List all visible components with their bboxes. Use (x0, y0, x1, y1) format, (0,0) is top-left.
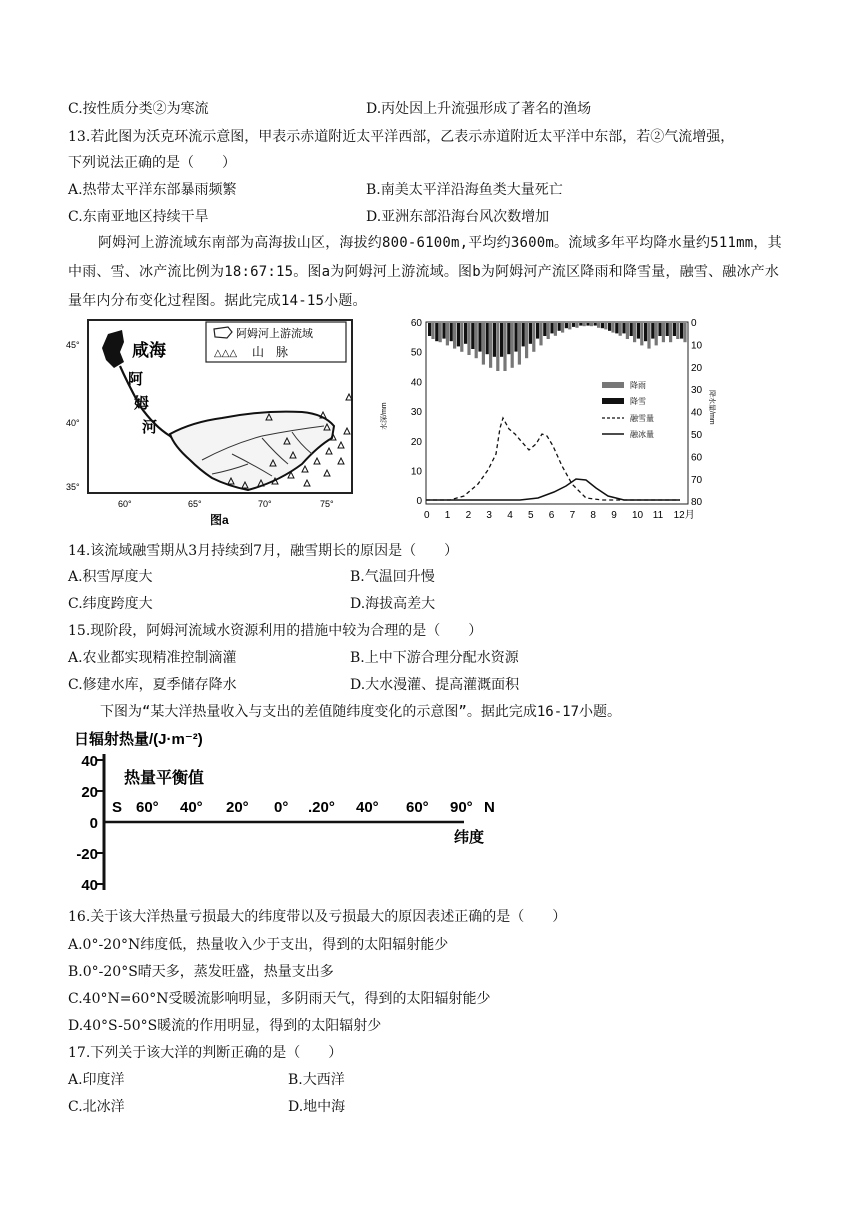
legend-basin-label: 阿姆河上游流域 (236, 328, 313, 340)
right-tick-70: 70 (691, 474, 703, 486)
q14-option-b: B.气温回升慢 (350, 569, 435, 585)
legend-snow-swatch (602, 398, 624, 404)
heat-xlabel-20n: .20° (308, 799, 335, 816)
legend-icemelt: 融冰量 (630, 430, 654, 439)
heat-ytick-4: 40 (81, 877, 98, 894)
left-tick-40: 40 (410, 377, 422, 389)
rain-bar (655, 323, 658, 345)
legend-mountain-label: 山 脉 (252, 345, 289, 359)
lon-label-75: 75° (320, 499, 334, 509)
right-tick-40: 40 (691, 407, 703, 419)
heat-xlabel-20s: 20° (226, 799, 249, 816)
lat-label-35: 35° (66, 482, 80, 492)
rain-bar (626, 323, 629, 339)
x-tick-10: 10 (632, 510, 644, 521)
rain-bar (475, 323, 478, 358)
snow-bar (608, 323, 611, 331)
snow-bar (601, 323, 604, 328)
snow-bar (536, 323, 539, 339)
heat-xlabel-s: S (112, 799, 123, 816)
x-tick-1: 1 (444, 510, 451, 521)
label-river-2: 姆 (134, 395, 150, 412)
q17-option-d: D.地中海 (288, 1099, 346, 1115)
q17-option-a: A.印度洋 (68, 1072, 125, 1088)
snow-bar (543, 323, 546, 336)
snow-bar (586, 323, 589, 326)
q13-option-c: C.东南亚地区持续干旱 (68, 209, 209, 225)
rain-bar (489, 323, 492, 368)
heat-ytick-0: 40 (81, 753, 98, 770)
snow-bar (550, 323, 553, 333)
legend-rain-swatch (602, 382, 624, 388)
snow-bar (514, 323, 517, 352)
label-river-3: 河 (142, 419, 158, 436)
heat-xlabel-60s: 60° (136, 799, 159, 816)
rain-bar (619, 323, 622, 336)
legend-snowmelt: 融雪量 (630, 414, 654, 423)
q13-option-b: B.南美太平洋沿海鱼类大量死亡 (366, 182, 563, 198)
heat-xlabel-40s: 40° (180, 799, 203, 816)
heat-ytick-3: -20 (76, 846, 98, 863)
rain-bar (647, 323, 650, 349)
snow-bar (637, 323, 640, 339)
heat-balance-chart (68, 726, 508, 898)
rain-bar (518, 323, 521, 365)
snow-bar (673, 323, 676, 336)
heat-xlabel-0: 0° (274, 799, 289, 816)
rain-bar (482, 323, 485, 365)
figure-a-map (62, 314, 370, 530)
mountain-triangle-icon: △△△ (214, 348, 238, 359)
q14-option-c: C.纬度跨度大 (68, 596, 153, 612)
snow-bar (558, 323, 561, 331)
q12-option-d: D.丙处因上升流强形成了著名的渔场 (366, 101, 592, 117)
snow-bar (666, 323, 669, 336)
rain-bar (446, 323, 449, 345)
heat-xlabel-n: N (484, 799, 495, 816)
left-tick-50: 50 (410, 347, 422, 359)
snow-bar (630, 323, 633, 336)
right-tick-80: 80 (691, 497, 703, 509)
rain-bar (640, 323, 643, 345)
snow-bar (486, 323, 489, 354)
q13-stem-line2: 下列说法正确的是（ ） (68, 155, 236, 171)
heat-chart-ylabel: 日辐射热量/(J·m⁻²) (74, 731, 203, 748)
right-axis-label: 降水量/mm (708, 390, 715, 425)
snow-bar (478, 323, 481, 352)
snow-bar (493, 323, 496, 357)
q15-option-c: C.修建水库，夏季储存降水 (68, 677, 237, 693)
figure-a-caption: 图a (210, 513, 229, 527)
q15-option-d: D.大水漫灌、提高灌溉面积 (350, 677, 520, 693)
q17-stem: 17.下列关于该大洋的判断正确的是（ ） (68, 1045, 343, 1061)
heat-ytick-2: 0 (89, 815, 98, 832)
snow-bar (500, 323, 503, 357)
snow-bar (651, 323, 654, 339)
q14-option-d: D.海拔高差大 (350, 596, 436, 612)
snow-bar (450, 323, 453, 341)
q13-option-a: A.热带太平洋东部暴雨频繁 (68, 182, 237, 198)
amu-river-passage: 阿姆河上游流域东南部为高海拔山区，海拔约800-6100m,平均约3600m。流域多年平均降水量约511mm，其中雨、雪、冰产流比例为18:67:15。图a为阿姆河上游流域。图b为阿姆河产流区降雨和降雪量，融雪、融冰产水量年内分布变化过程图。据此完成14-15小题。 (68, 235, 782, 309)
label-river-1: 阿 (128, 371, 144, 388)
snow-bar (680, 323, 683, 339)
rain-bar (583, 323, 586, 326)
q16-option-c: C.40°N=60°N受暖流影响明显，多阴雨天气，得到的太阳辐射能少 (68, 991, 491, 1007)
rain-bar (460, 323, 463, 352)
q16-option-b: B.0°-20°S晴天多，蒸发旺盛，热量支出多 (68, 964, 334, 980)
rain-bar (532, 323, 535, 352)
rain-bar (676, 323, 679, 339)
snow-bar (428, 323, 431, 336)
q13-stem-line1: 13.若此图为沃克环流示意图，甲表示赤道附近太平洋西部，乙表示赤道附近太平洋中东部，若②气流增强， (68, 129, 735, 145)
legend-snow: 降雪 (630, 397, 646, 406)
right-tick-50: 50 (691, 430, 703, 441)
lon-label-70: 70° (258, 499, 272, 509)
rain-bar (575, 323, 578, 328)
heat-xlabel-60n: 60° (406, 799, 429, 816)
x-tick-12: 12月 (673, 510, 695, 521)
heat-series-label: 热量平衡值 (124, 770, 205, 787)
q16-option-d: D.40°S-50°S暖流的作用明显，得到的太阳辐射少 (68, 1018, 382, 1034)
snow-bar (565, 323, 568, 328)
snow-bar (471, 323, 474, 349)
rain-bar (662, 323, 665, 342)
right-tick-10: 10 (691, 340, 703, 352)
x-tick-2: 2 (465, 510, 472, 521)
snow-bar (507, 323, 510, 354)
right-tick-30: 30 (691, 385, 703, 397)
q15-option-b: B.上中下游合理分配水资源 (350, 650, 519, 666)
q17-option-c: C.北冰洋 (68, 1099, 125, 1115)
snow-bar (522, 323, 525, 346)
right-tick-0: 0 (691, 318, 697, 329)
snow-bar (464, 323, 467, 344)
legend-rain: 降雨 (630, 381, 646, 390)
left-tick-10: 10 (410, 466, 422, 478)
heat-xaxis-name: 纬度 (454, 829, 485, 846)
heat-xlabel-40n: 40° (356, 799, 379, 816)
q12-option-c: C.按性质分类②为寒流 (68, 101, 209, 117)
x-tick-0: 0 (424, 510, 430, 521)
x-tick-6: 6 (548, 510, 555, 521)
q16-option-a: A.0°-20°N纬度低，热量收入少于支出，得到的太阳辐射能少 (68, 937, 449, 953)
rain-bar (467, 323, 470, 355)
snow-bar (442, 323, 445, 339)
heat-xlabel-90n: 90° (450, 799, 473, 816)
right-tick-20: 20 (691, 362, 703, 374)
x-tick-11: 11 (652, 510, 664, 521)
x-tick-7: 7 (569, 510, 576, 521)
rain-bar (590, 323, 593, 326)
q16-stem: 16.关于该大洋热量亏损最大的纬度带以及亏损最大的原因表述正确的是（ ） (68, 909, 567, 925)
lon-label-60: 60° (118, 499, 132, 509)
snow-bar (457, 323, 460, 346)
aral-sea (102, 330, 124, 368)
rain-bar (597, 323, 600, 328)
q14-stem: 14.该流域融雪期从3月持续到7月，融雪期长的原因是（ ） (68, 543, 459, 559)
rain-bar (503, 323, 506, 371)
rain-bar (511, 323, 514, 368)
q14-option-a: A.积雪厚度大 (68, 569, 153, 585)
snow-bar (435, 323, 438, 341)
q15-stem: 15.现阶段，阿姆河流域水资源利用的措施中较为合理的是（ ） (68, 623, 483, 639)
snow-bar (622, 323, 625, 333)
q17-option-b: B.大西洋 (288, 1072, 345, 1088)
heat-ytick-1: 20 (81, 784, 98, 801)
left-axis-label: 水深/mm (381, 402, 388, 430)
snow-bar (615, 323, 618, 333)
rain-bar (439, 323, 442, 342)
rain-bar (683, 323, 686, 342)
x-tick-5: 5 (528, 510, 534, 521)
rain-bar (547, 323, 550, 339)
x-tick-4: 4 (507, 510, 513, 521)
lat-label-40: 40° (66, 418, 80, 428)
left-tick-60: 60 (410, 318, 422, 329)
snow-bar (529, 323, 532, 344)
rain-bar (496, 323, 499, 371)
rain-bar (561, 323, 564, 333)
rain-bar (525, 323, 528, 358)
snow-bar (658, 323, 661, 336)
q16-17-intro: 下图为“某大洋热量收入与支出的差值随纬度变化的示意图”。据此完成16-17小题。 (100, 704, 621, 720)
rain-bar (568, 323, 571, 329)
snow-bar (594, 323, 597, 326)
rain-bar (554, 323, 557, 336)
left-tick-0: 0 (416, 496, 422, 508)
rain-bar (611, 323, 614, 333)
rain-bar (633, 323, 636, 342)
x-tick-8: 8 (590, 510, 596, 521)
lat-label-45: 45° (66, 340, 80, 350)
snow-bar (572, 323, 575, 327)
q15-option-a: A.农业都实现精准控制滴灌 (68, 650, 237, 666)
upper-basin-outline (170, 412, 334, 490)
rain-bar (669, 323, 672, 342)
figure-b-chart (380, 310, 720, 528)
x-tick-9: 9 (611, 510, 617, 521)
rain-bar (539, 323, 542, 345)
left-tick-30: 30 (410, 407, 422, 419)
left-tick-20: 20 (410, 436, 422, 448)
snow-bar (579, 323, 582, 326)
rain-bar (431, 323, 434, 339)
label-xianhai: 咸海 (132, 341, 166, 360)
right-tick-60: 60 (691, 452, 703, 464)
q13-option-d: D.亚洲东部沿海台风次数增加 (366, 209, 550, 225)
x-tick-3: 3 (486, 510, 492, 521)
rain-bar (453, 323, 456, 349)
lon-label-65: 65° (188, 499, 202, 509)
rain-bar (604, 323, 607, 329)
icemelt-curve (426, 479, 680, 500)
snow-bar (644, 323, 647, 341)
